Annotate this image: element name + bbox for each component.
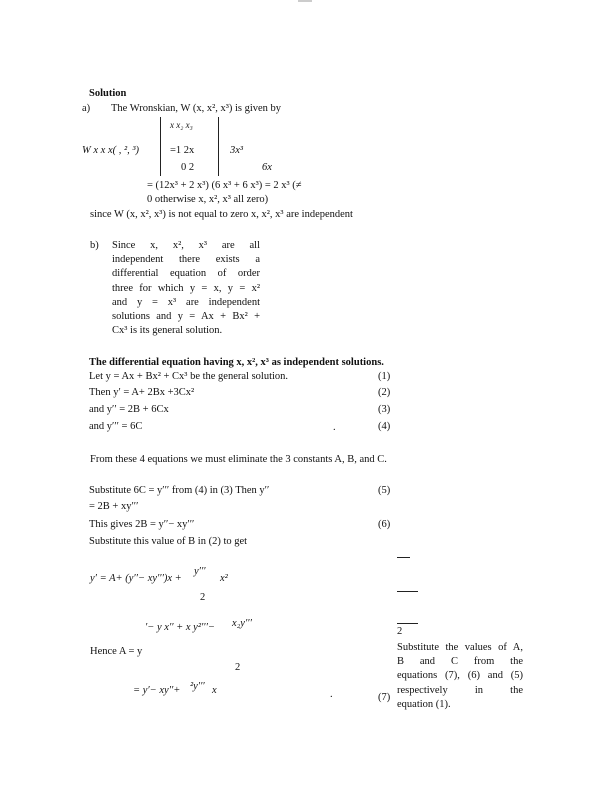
matrix-row-3-extra: 6x [262,162,272,173]
a-expression: ′− y x′′ + x y²′′′− [145,622,215,633]
part-b-line: differential equation of order [112,268,260,280]
solution-heading: Solution [89,88,127,99]
right-para-line: equation (1). [397,698,451,710]
matrix-row-2: =1 2x [170,145,195,156]
substitute-line-1: Substitute 6C = y′′′ from (4) in (3) Then y′′ [89,485,270,496]
yprime-equation: y′ = A+ (y′′− xy′′′)x + [90,573,182,584]
equation-1: Let y = Ax + Bx² + Cx³ be the general solution. [89,371,289,382]
independence-conclusion: since W (x, x², x³) is not equal to zero x, x², x³ are independent [90,209,353,220]
header-mark [298,0,312,2]
derivation-heading: The differential equation having x, x², x³ as independent solutions. [89,357,384,368]
result-line-1: = (12x³ + 2 x³) (6 x³ + 6 x³) = 2 x³ (≠ [147,180,302,191]
part-b-label: b) [90,240,99,251]
substitute-b-text: Substitute this value of B in (2) to get [89,536,248,547]
part-b-line: Cx³ is its general solution. [112,325,223,337]
part-b-paragraph [112,239,260,338]
a-expression-tail: x₂y′′′ [232,618,252,629]
equation-4-number: (4) [378,421,391,432]
equation-3-number: (3) [378,404,391,415]
part-a-label: a) [82,103,91,114]
hence-a: Hence A = y [90,646,143,657]
substitute-line-2: = 2B + xy′′′ [89,501,139,512]
equation-6-number: (6) [378,519,391,530]
result-line-2: 0 otherwise x, x², x³ all zero) [147,194,269,205]
equation-1-number: (1) [378,371,391,382]
final-x: x [212,685,217,696]
eliminate-text: From these 4 equations we must eliminate the 3 constants A, B, and C. [90,454,387,465]
equation-3: and y′′ = 2B + 6Cx [89,404,169,415]
part-b-line: three for which y = x, y = x² [112,282,260,294]
fraction-bar [397,557,410,558]
wronskian-intro: The Wronskian, W (x, x², x³) is given by [111,103,282,114]
determinant-left-bar [160,117,161,176]
right-para-line: B and C from the [397,656,523,668]
final-dot: . [330,689,333,700]
yprime-x2: x² [220,573,228,584]
part-b-line: Since x, x², x³ are all [112,240,260,251]
determinant-right-bar [218,117,219,176]
substitute-values-paragraph [397,641,523,712]
fraction-bar [397,623,418,624]
hence-denominator: 2 [235,662,241,673]
equation-4: and y′′′ = 6C [89,421,143,432]
matrix-row-3: 0 2 [181,162,195,173]
matrix-row-1: x x₂ x₃ [170,120,193,130]
right-para-line: equations (7), (6) and (5) [397,670,523,682]
wronskian-lhs: W x x x( , ², ³) [82,145,140,156]
right-denominator: 2 [397,626,403,637]
matrix-row-2-extra: 3x³ [230,145,244,156]
part-b-line: and y = x³ are independent [112,296,260,308]
gives-2b: This gives 2B = y′′− xy′′′ [89,519,195,530]
equation-2: Then y′ = A+ 2Bx +3Cx² [89,387,195,398]
yprime-denominator: 2 [200,592,206,603]
equation-2-number: (2) [378,387,391,398]
equation-4-dot: . [333,422,336,433]
equation-5-number: (5) [378,485,391,496]
equation-7-number: (7) [378,692,391,703]
fraction-bar [397,591,418,592]
final-fraction: ²y′′′ [190,681,205,692]
part-b-line: solutions and y = Ax + Bx² + [112,311,260,323]
right-para-line: respectively in the [397,684,523,696]
yprime-fraction-numerator: y′′′ [194,566,206,577]
right-para-line: Substitute the values of A, [397,642,523,653]
final-equation: = y′− xy′′+ [133,685,181,696]
part-b-line: independent there exists a [112,254,260,266]
